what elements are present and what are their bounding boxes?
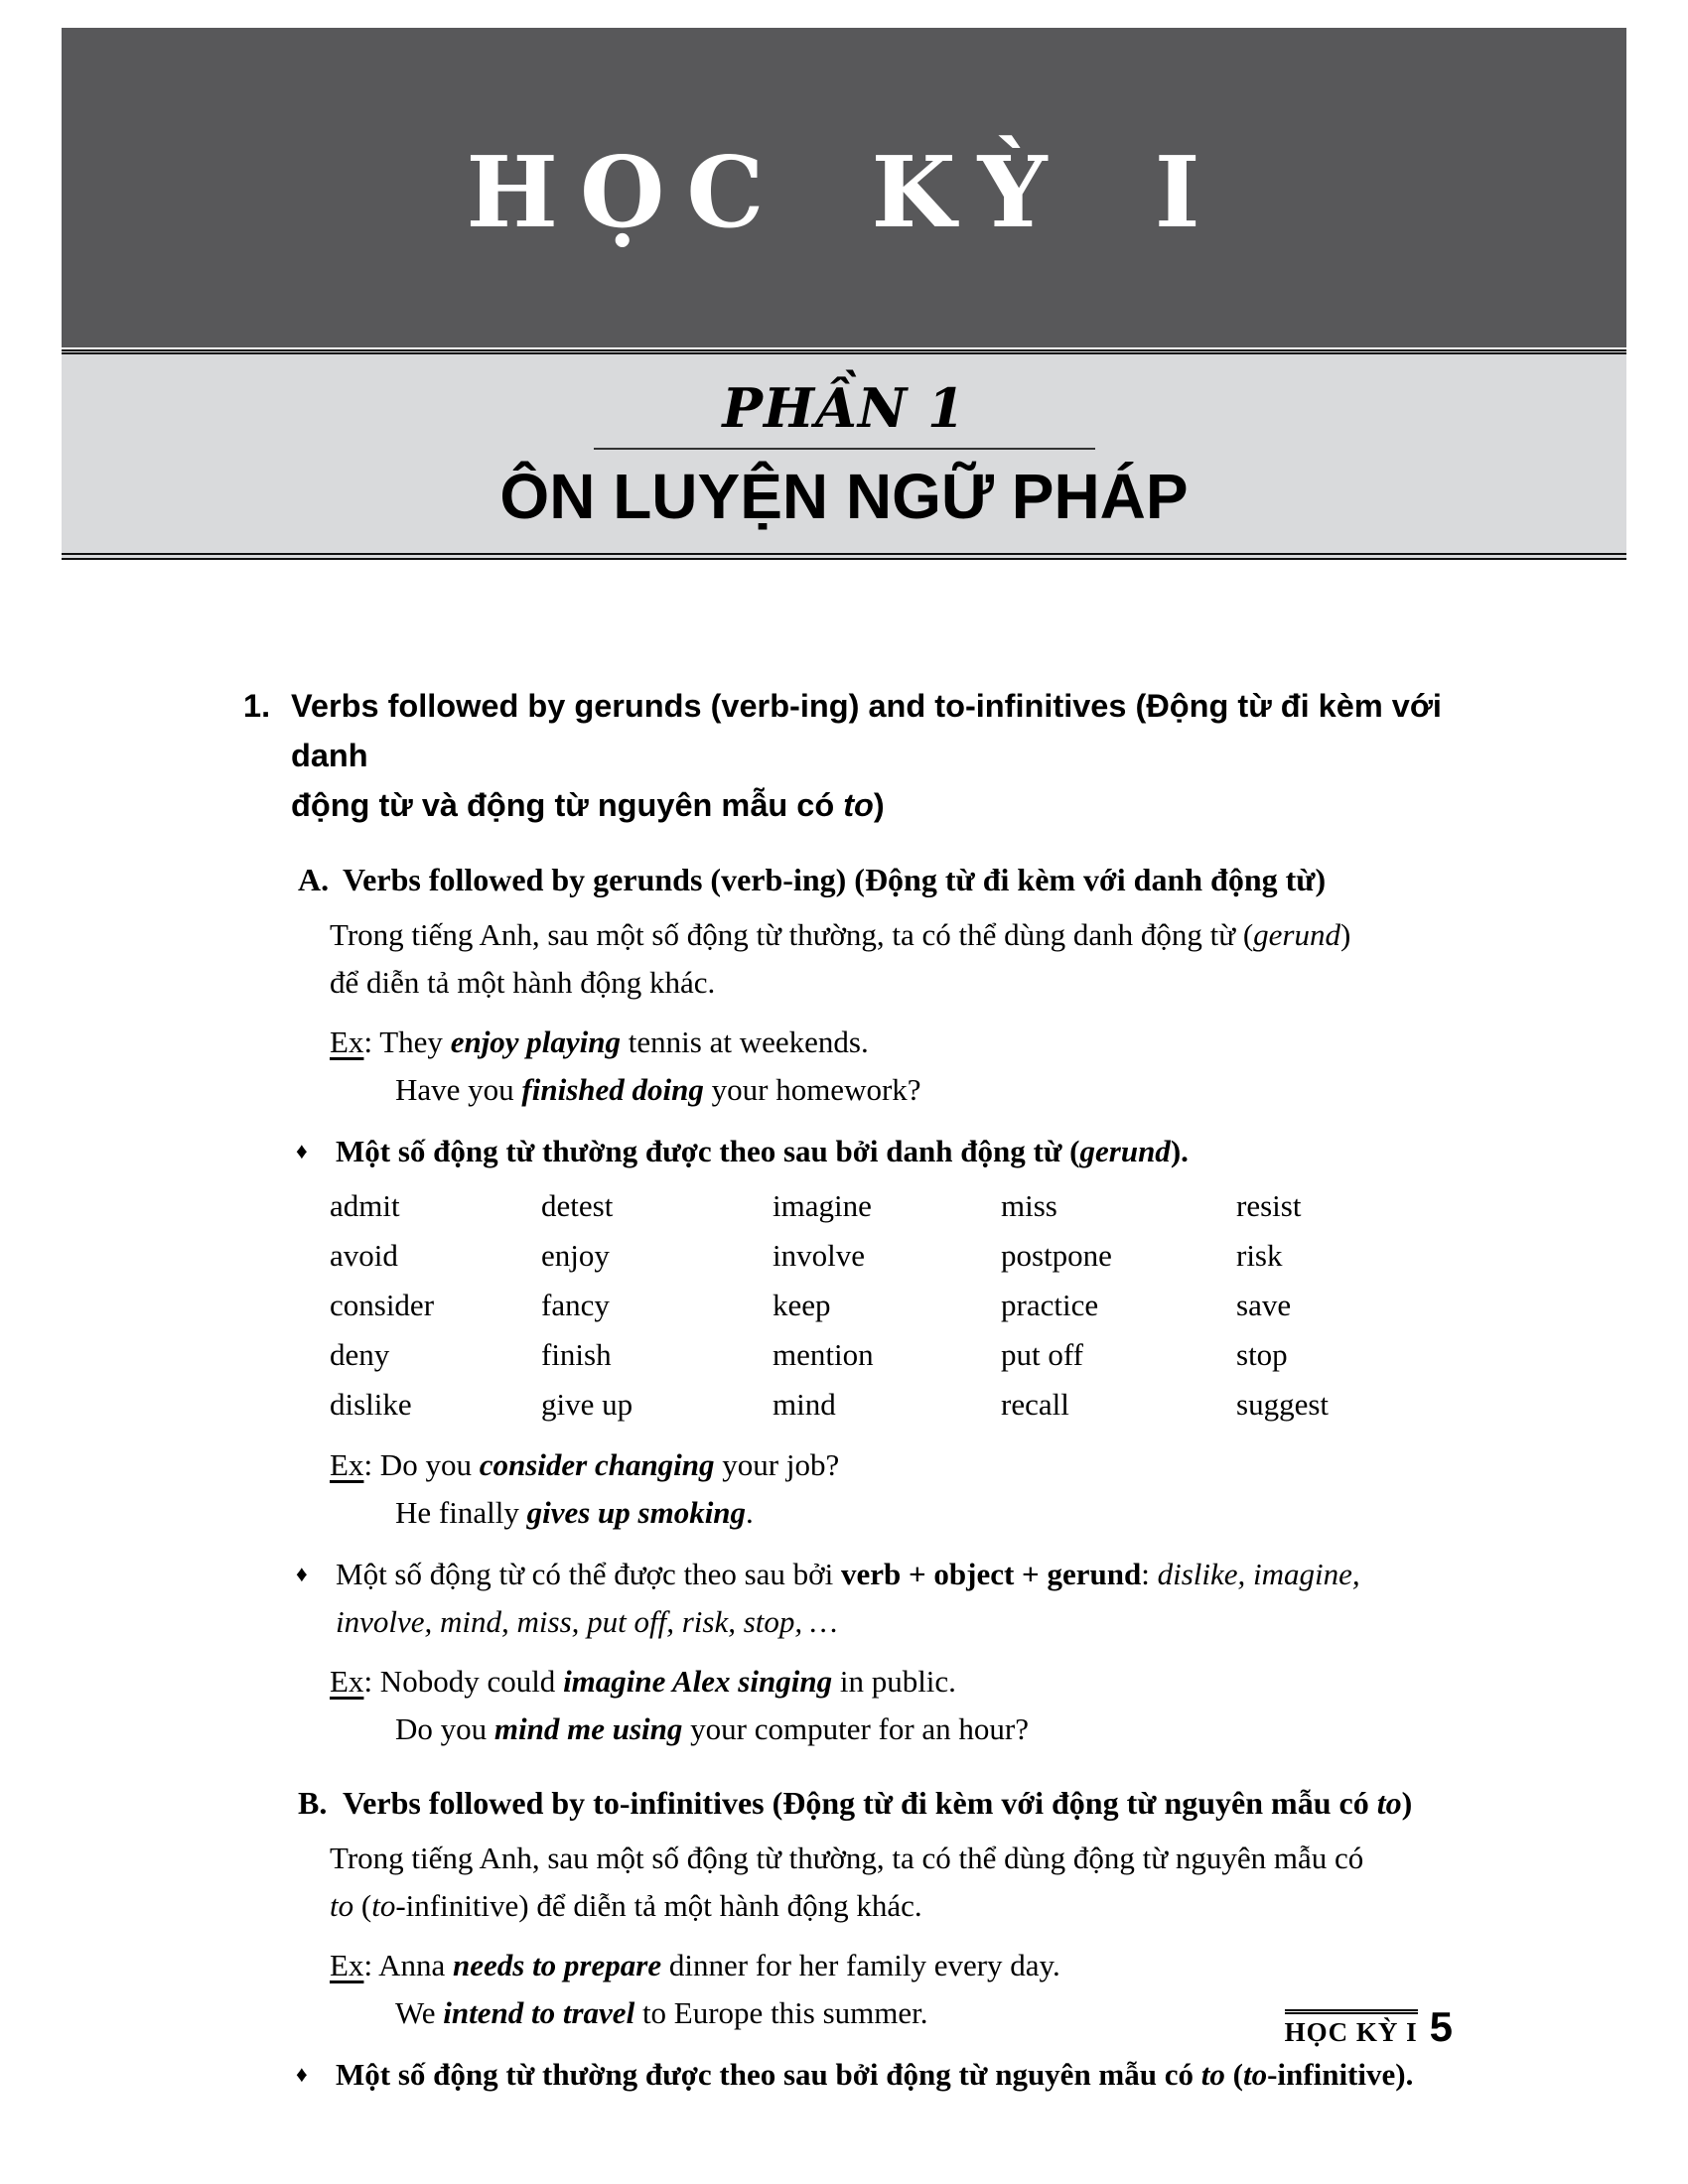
example-label: Ex: [330, 1948, 364, 1982]
example-label: Ex: [330, 1024, 364, 1059]
example-4: Ex: Anna needs to prepare dinner for her family every day. We intend to travel to Europe this summer.: [330, 1948, 1060, 2030]
grammar-explanation-a: Trong tiếng Anh, sau một số động từ thường, ta có thể dùng danh động từ (gerund) để diễn tả một hành động khác.: [330, 917, 1351, 1000]
subsection-a-title: Verbs followed by gerunds (verb-ing) (Động từ đi kèm với danh động từ): [343, 862, 1327, 897]
verb-cell: keep: [773, 1288, 831, 1322]
footer-page-number: 5: [1429, 2003, 1453, 2050]
page-content: [243, 681, 1460, 2099]
verb-cell: put off: [1001, 1337, 1083, 1372]
header-banner: [62, 28, 1626, 347]
example-2: Ex: Do you consider changing your job? He finally gives up smoking.: [330, 1447, 840, 1530]
part-label: PHẦN 1: [722, 376, 966, 440]
verb-cell: resist: [1236, 1188, 1302, 1223]
verb-cell: mention: [773, 1337, 874, 1372]
page-footer: [1285, 2003, 1453, 2051]
verb-cell: detest: [541, 1188, 614, 1223]
section-title: Verbs followed by gerunds (verb-ing) and to-infinitives (Động từ đi kèm với danh động từ và động từ nguyên mẫu có to): [291, 688, 1442, 823]
subsection-a-label: A.: [298, 862, 330, 897]
example-label: Ex: [330, 1447, 364, 1482]
footer-section-label: HỌC KỲ I: [1285, 2009, 1418, 2048]
verb-cell: deny: [330, 1337, 390, 1372]
gerund-verbs-table: [330, 1181, 1460, 1430]
example-3: Ex: Nobody could imagine Alex singing in public. Do you mind me using your computer for an hour?: [330, 1664, 1030, 1746]
example-label: Ex: [330, 1664, 364, 1699]
verb-cell: risk: [1236, 1238, 1283, 1273]
verb-cell: miss: [1001, 1188, 1057, 1223]
verb-cell: save: [1236, 1288, 1292, 1322]
verb-cell: postpone: [1001, 1238, 1112, 1273]
subsection-a-heading: [243, 856, 1460, 903]
part-underline: [594, 448, 1095, 450]
example-1: Ex: They enjoy playing tennis at weekends. Have you finished doing your homework?: [330, 1024, 921, 1107]
bullet-verb-object-gerund: ♦ Một số động từ có thể được theo sau bởi verb + object + gerund: dislike, imagine, involve, mind, miss, put off, risk, stop, …: [243, 1551, 1460, 1646]
verb-cell: involve: [773, 1238, 865, 1273]
section-number: 1.: [243, 688, 271, 724]
bullet-gerund-list-intro: ♦ Một số động từ thường được theo sau bởi danh động từ (gerund).: [243, 1128, 1460, 1175]
verb-cell: imagine: [773, 1188, 872, 1223]
verb-cell: suggest: [1236, 1387, 1329, 1422]
diamond-bullet-icon: ♦: [296, 1139, 308, 1163]
verb-cell: dislike: [330, 1387, 412, 1422]
verb-cell: fancy: [541, 1288, 610, 1322]
diamond-bullet-icon: ♦: [296, 1562, 308, 1586]
verb-cell: give up: [541, 1387, 633, 1422]
subsection-b-title: Verbs followed by to-infinitives (Động từ đi kèm với động từ nguyên mẫu có to): [343, 1785, 1413, 1821]
verb-cell: admit: [330, 1188, 400, 1223]
diamond-bullet-icon: ♦: [296, 2062, 308, 2087]
verb-cell: finish: [541, 1337, 612, 1372]
verb-cell: stop: [1236, 1337, 1288, 1372]
part-title: ÔN LUYỆN NGỮ PHÁP: [499, 461, 1189, 532]
part-band: [62, 349, 1626, 560]
subsection-b-heading: [243, 1779, 1460, 1827]
verb-cell: mind: [773, 1387, 836, 1422]
subsection-b-label: B.: [298, 1785, 328, 1821]
verb-cell: recall: [1001, 1387, 1069, 1422]
section-1-heading: [243, 681, 1460, 830]
verb-cell: consider: [330, 1288, 435, 1322]
verb-cell: avoid: [330, 1238, 398, 1273]
semester-title: HỌC KỲ I: [466, 135, 1222, 250]
grammar-explanation-b: Trong tiếng Anh, sau một số động từ thường, ta có thể dùng động từ nguyên mẫu có to (to-infinitive) để diễn tả một hành động khác.: [330, 1841, 1364, 1923]
bullet-to-infinitive-intro: ♦ Một số động từ thường được theo sau bởi động từ nguyên mẫu có to (to-infinitive).: [243, 2051, 1460, 2099]
verb-cell: enjoy: [541, 1238, 610, 1273]
verb-cell: practice: [1001, 1288, 1099, 1322]
